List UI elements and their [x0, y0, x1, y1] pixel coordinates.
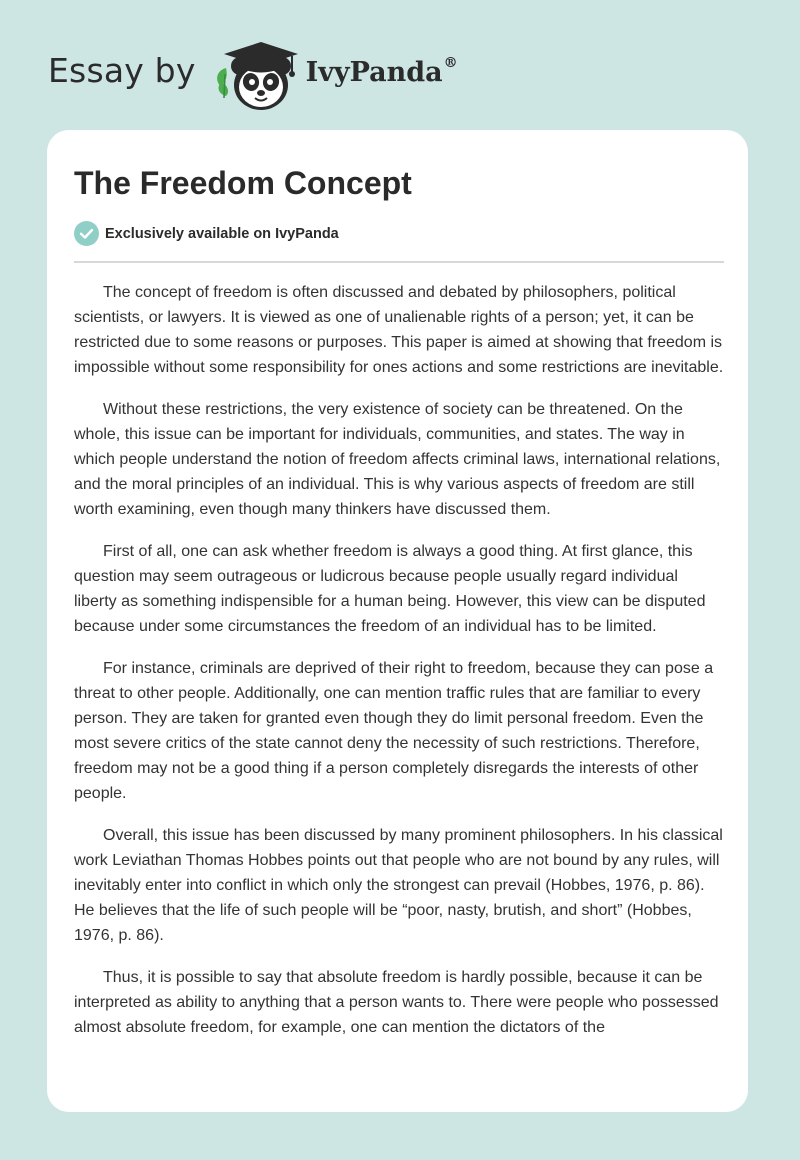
registered-mark: ® [443, 54, 458, 71]
essay-card [47, 130, 748, 1112]
essay-paragraph: The concept of freedom is often discussed and debated by philosophers, political scientists, or lawyers. It is viewed as one of unalienable rights of a person; yet, it can be restricted due to some reasons or purposes. This paper is aimed at showing that freedom is impossible without some responsibility for ones actions and some restrictions are inevitable. [74, 284, 724, 376]
panda-mascot-icon [212, 34, 304, 114]
essay-paragraph: For instance, criminals are deprived of their right to freedom, because they can pose a threat to other people. Additionally, one can mention traffic rules that are familiar to every person. They are taken for granted even though they do limit personal freedom. Even the most severe critics of the state cannot deny the necessity of such restrictions. Therefore, freedom may not be a good thing if a person completely disregards the interests of other people. [74, 660, 714, 802]
essay-paragraph: Thus, it is possible to say that absolute freedom is hardly possible, because it can be interpreted as ability to anything that a person wants to. There were people who possessed almost absolute freedom, for example, one can mention the dictators of the [74, 969, 719, 1036]
site-header-brand[interactable] [48, 34, 458, 114]
essay-paragraph: Without these restrictions, the very existence of society can be threatened. On the whole, this issue can be important for individuals, communities, and states. The way in which people understand the notion of freedom affects criminal laws, international relations, and the moral principles of an individual. This is why various aspects of freedom are still worth examining, even though many thinkers have discussed them. [74, 401, 721, 518]
essay-paragraph: Overall, this issue has been discussed by many prominent philosophers. In his classical work Leviathan Thomas Hobbes points out that people who are not bound by any rules, will inevitably enter into conflict in which only the strongest can prevail (Hobbes, 1976, p. 86). He believes that the life of such people will be “poor, nasty, brutish, and short” (Hobbes, 1976, p. 86). [74, 827, 723, 944]
essay-paragraph: First of all, one can ask whether freedom is always a good thing. At first glance, this question may seem outrageous or ludicrous because people usually regard individual liberty as something indispensible for a human being. However, this view can be disputed because under some circumstances the freedom of an individual has to be limited. [74, 543, 706, 635]
brand-name: IvyPanda® [305, 54, 458, 88]
exclusive-badge [74, 221, 339, 246]
exclusive-badge-label: Exclusively available on IvyPanda [105, 225, 339, 242]
page-title: The Freedom Concept [74, 165, 412, 201]
essay-body [74, 280, 724, 1057]
essay-by-label: Essay by [48, 50, 196, 90]
check-circle-icon [74, 221, 99, 246]
title-divider [74, 261, 724, 263]
